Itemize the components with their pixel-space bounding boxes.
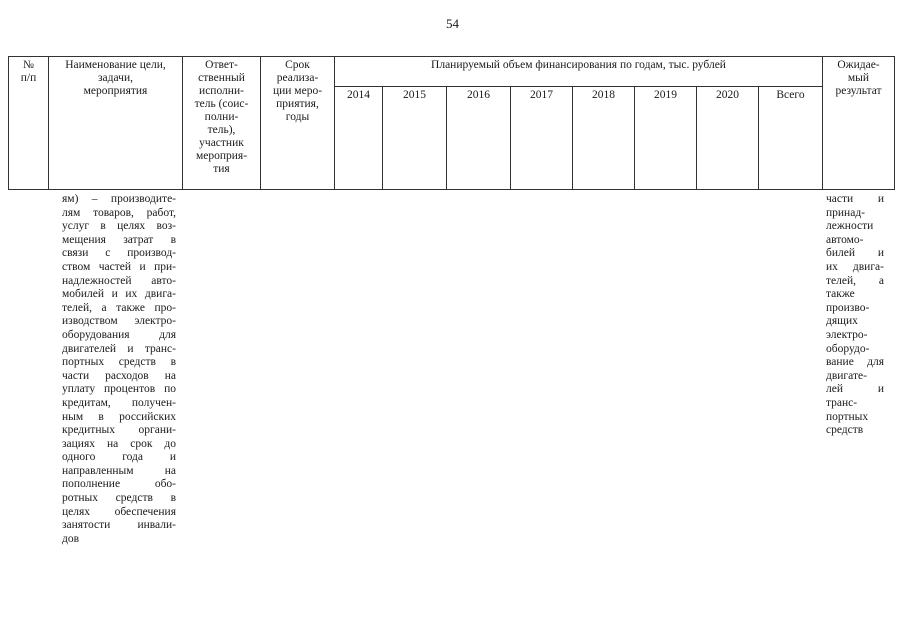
expected-result-line: принад-: [826, 206, 865, 219]
header-year-2019: 2019: [635, 87, 697, 190]
header-cell-result: Ожидае- мый результат: [823, 57, 895, 190]
activity-name-line: ством частей и при-: [62, 260, 176, 273]
header-year-2016: 2016: [447, 87, 511, 190]
activity-name-line: кредитам, получен-: [62, 396, 176, 409]
expected-result-line: лей и: [826, 383, 884, 396]
activity-name-line: мобилей и их двига-: [62, 288, 176, 301]
header-year-2014: 2014: [335, 87, 383, 190]
header-cell-number: № п/п: [9, 57, 49, 190]
expected-result-line: телей, а: [826, 274, 884, 287]
header-cell-name: Наименование цели, задачи, мероприятия: [49, 57, 183, 190]
activity-name-line: зациях на срок до: [62, 437, 176, 450]
activity-name-line: целях обеспечения: [62, 505, 176, 518]
expected-result-line: оборудо-: [826, 342, 870, 355]
expected-result-line: автомо-: [826, 233, 864, 246]
activity-name-line: части расходов на: [62, 369, 176, 382]
header-year-2020: 2020: [697, 87, 759, 190]
activity-name-line: услуг в целях воз-: [62, 220, 176, 233]
expected-result-line: вание для: [826, 356, 884, 369]
expected-result-line: также: [826, 288, 855, 301]
activity-name-line: пополнение обо-: [62, 478, 176, 491]
expected-result-line: транс-: [826, 396, 858, 409]
activity-name-line: мещения затрат в: [62, 233, 176, 246]
activity-name-line: ям) – производите-: [62, 193, 176, 205]
activity-name-line: занятости инвали-: [62, 519, 176, 532]
header-year-2017: 2017: [511, 87, 573, 190]
activity-name-line: уплату процентов по: [62, 383, 176, 396]
expected-result-text: [826, 193, 884, 438]
header-total: Всего: [759, 87, 823, 190]
header-cell-term: Срок реализа- ции меро- приятия, годы: [261, 57, 335, 190]
activity-name-line: портных средств в: [62, 356, 176, 369]
expected-result-line: произво-: [826, 301, 870, 314]
expected-result-line: электро-: [826, 328, 868, 341]
activity-name-text: [62, 193, 176, 546]
header-cell-funding: Планируемый объем финансирования по годам, тыс. рублей: [335, 57, 823, 87]
table-header: [8, 56, 895, 190]
expected-result-line: дящих: [826, 315, 858, 328]
activity-name-line: ротных средств в: [62, 492, 176, 505]
activity-name-line: телей, а также про-: [62, 301, 176, 314]
expected-result-line: лежности: [826, 220, 874, 233]
activity-name-line: связи с производ-: [62, 247, 176, 260]
expected-result-line: билей и: [826, 247, 884, 260]
activity-name-line: лям товаров, работ,: [62, 206, 176, 219]
expected-result-line: части и: [826, 193, 884, 205]
expected-result-line: их двига-: [826, 260, 884, 273]
activity-name-line: ным в российских: [62, 410, 176, 423]
header-cell-responsible: Ответ- ственный исполни- тель (соис- полни- тель), участник мероприя- тия: [183, 57, 261, 190]
expected-result-line: двигате-: [826, 369, 867, 382]
funding-table: [8, 56, 895, 190]
activity-name-line: одного года и: [62, 451, 176, 464]
activity-name-line: изводством электро-: [62, 315, 176, 328]
header-year-2015: 2015: [383, 87, 447, 190]
activity-name-line: двигателей и транс-: [62, 342, 176, 355]
activity-name-line: кредитных органи-: [62, 424, 176, 437]
activity-name-line: направленным на: [62, 464, 176, 477]
activity-name-line: дов: [62, 532, 80, 545]
page-number: 54: [446, 16, 459, 31]
activity-name-line: оборудования для: [62, 328, 176, 341]
header-year-2018: 2018: [573, 87, 635, 190]
expected-result-line: средств: [826, 424, 864, 437]
expected-result-line: портных: [826, 410, 869, 423]
activity-name-line: надлежностей авто-: [62, 274, 176, 287]
